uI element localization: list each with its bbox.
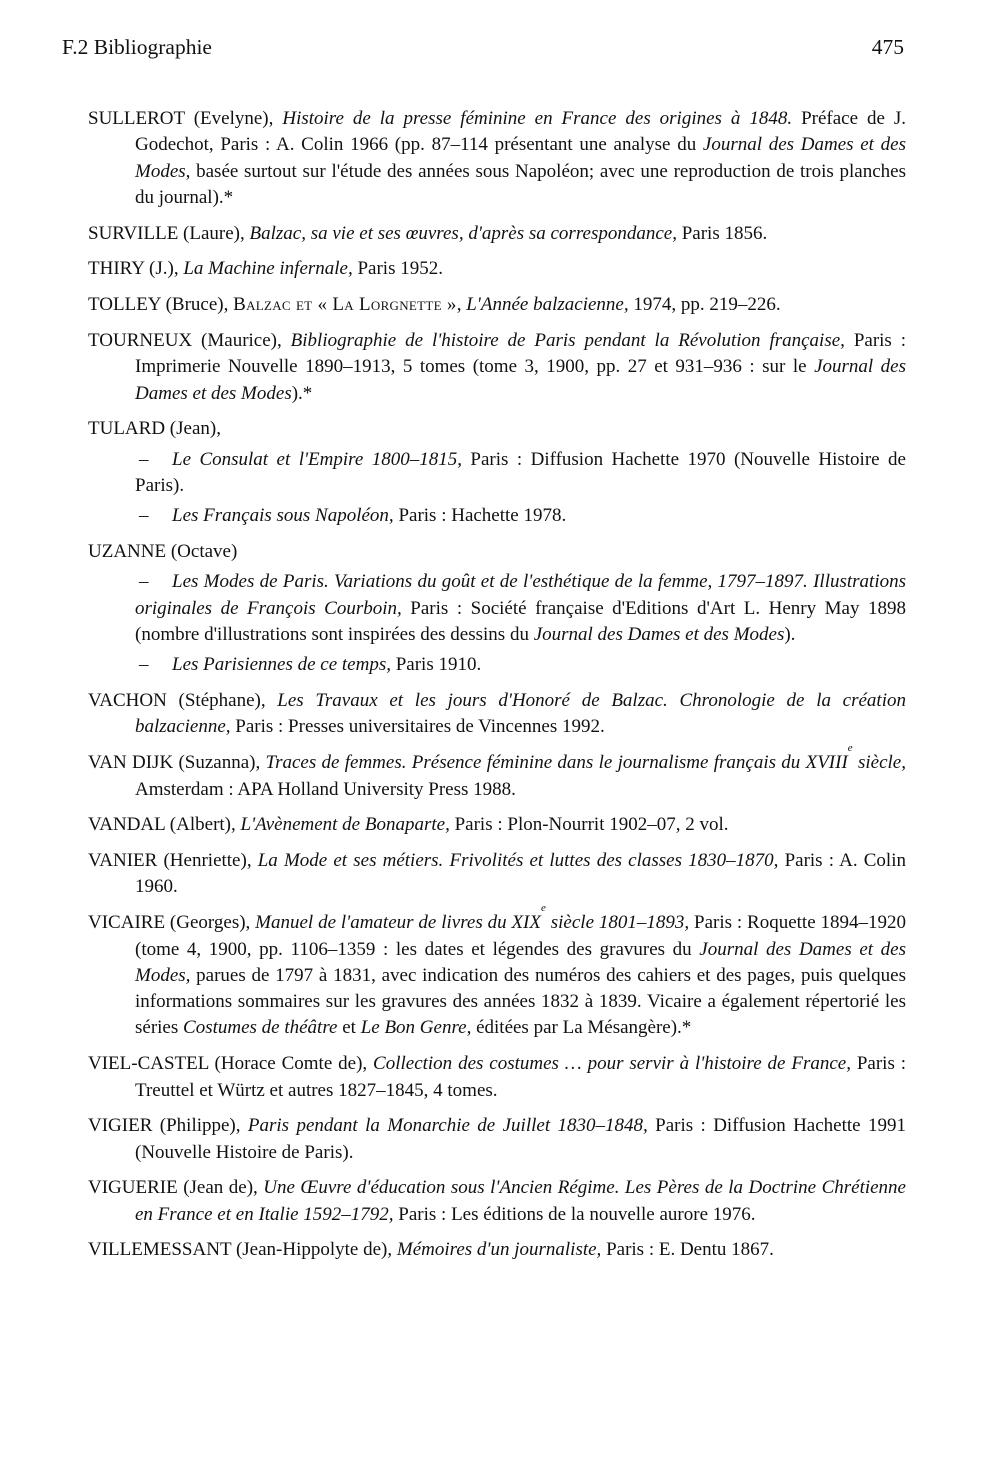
citation-text: , (456, 294, 467, 316)
bibliography-entry (88, 848, 906, 901)
bibliography-list (88, 106, 906, 1273)
bibliography-sub-entry (88, 652, 906, 678)
citation-text: Paris : Treuttel et Würtz et autres 1827–1845, 4 tomes. (135, 1053, 906, 1101)
title-text: Les Travaux et les jours d'Honoré de Balzac. Chronologie de la création balzacienne, (135, 690, 906, 738)
citation-text: Amsterdam : APA Holland University Press 1988. (135, 778, 516, 800)
bibliography-entry (88, 292, 906, 318)
citation-text: ). (784, 624, 796, 646)
bibliography-entry (88, 1237, 906, 1263)
citation-text: Paris : Société française d'Editions d'Art L. Henry May 1898 (nombre d'illustrations sont inspirées des dessins du (135, 597, 906, 646)
citation-text: Paris : Roquette 1894–1920 (tome 4, 1900, pp. 1106–1359 : les dates et légendes des gravures du (135, 912, 906, 960)
title-text: Les Parisiennes de ce temps, (172, 654, 391, 676)
citation-text: SULLEROT (Evelyne), (88, 108, 283, 129)
title-text: L'Avènement de Bonaparte, (240, 814, 450, 836)
citation-text: THIRY (J.), (88, 258, 184, 280)
title-text: Journal des Dames et des Modes, (135, 134, 906, 182)
citation-text: VIGUERIE (Jean de), (88, 1177, 264, 1199)
dash-marker: – (139, 505, 149, 527)
title-text: siècle, (852, 752, 906, 774)
citation-text: VANIER (Henriette), (88, 850, 258, 872)
bibliography-entry (88, 902, 906, 1041)
page-number: 475 (871, 35, 904, 59)
citation-text: TOLLEY (Bruce), (88, 294, 234, 316)
title-text: Paris pendant la Monarchie de Juillet 1830–1848, (247, 1115, 648, 1137)
citation-text: VICAIRE (Georges), (88, 912, 256, 934)
title-text: siècle 1801–1893, (545, 912, 690, 934)
bibliography-entry (88, 1113, 906, 1166)
citation-text: Préface de J. Godechot, Paris : A. Colin 1966 (pp. 87–114 présentant une analyse du (135, 108, 907, 156)
title-text: e (541, 902, 546, 915)
citation-text: VACHON (Stéphane), (88, 690, 278, 712)
title-text: Les Modes de Paris. Variations du goût et de l'esthétique de la femme, 1797–1897. Illustrations originales de François Courboin, (135, 571, 906, 619)
citation-text: Paris : Presses universitaires de Vincennes 1992. (230, 716, 605, 738)
title-text: Balzac, sa vie et ses œuvres, d'après sa correspondance, (249, 222, 677, 244)
title-text: Le Consulat et l'Empire 1800–1815, (172, 448, 462, 470)
bibliography-entry (88, 1175, 906, 1228)
citation-text: VILLEMESSANT (Jean-Hippolyte de), (88, 1239, 397, 1261)
citation-text: VIEL-CASTEL (Horace Comte de), (88, 1053, 374, 1075)
bibliography-entry (88, 539, 906, 565)
bibliography-sub-entry (88, 503, 906, 529)
citation-text: éditées par La Mésangère).* (471, 1017, 692, 1039)
bibliography-entry (88, 328, 906, 407)
title-text: La Mode et ses métiers. Frivolités et luttes des classes 1830–1870, (257, 850, 779, 872)
citation-text: TULARD (Jean), (88, 418, 221, 440)
citation-text: Paris 1952. (352, 258, 443, 280)
citation-text: UZANNE (Octave) (88, 541, 238, 563)
dash-marker: – (139, 654, 149, 676)
citation-text: Paris 1856. (676, 222, 768, 244)
title-text: Les Français sous Napoléon, (172, 505, 394, 527)
bibliography-entry (88, 742, 906, 803)
running-head (62, 32, 904, 62)
citation-text: ).* (291, 382, 313, 404)
title-text: Une Œuvre d'éducation sous l'Ancien Régime. Les Pères de la Doctrine Chrétienne en France et en Italie 1592–1792, (135, 1177, 906, 1225)
title-text: Bibliographie de l'histoire de Paris pendant la Révolution française, (290, 330, 845, 352)
title-text: e (847, 742, 853, 755)
citation-text: VAN DIJK (Suzanna), (88, 752, 266, 774)
citation-text: SURVILLE (Laure), (88, 222, 250, 244)
bibliography-sub-entry (88, 447, 906, 500)
citation-text: Paris : Les éditions de la nouvelle aurore 1976. (393, 1203, 756, 1225)
citation-text: Balzac et « La Lorgnette » (233, 294, 457, 316)
citation-text: Paris : Imprimerie Nouvelle 1890–1913, 5 tomes (tome 3, 1900, pp. 27 et 931–936 : sur le (135, 330, 907, 378)
citation-text: VANDAL (Albert), (88, 814, 241, 836)
title-text: Journal des Dames et des Modes (135, 356, 907, 404)
title-text: Manuel de l'amateur de livres du XIX (255, 912, 541, 934)
title-text: Traces de femmes. Présence féminine dans le journalisme français du XVIII (265, 752, 848, 774)
bibliography-entry (88, 416, 906, 442)
citation-text: Paris : Diffusion Hachette 1991 (Nouvelle Histoire de Paris). (135, 1115, 906, 1163)
title-text: Collection des costumes … pour servir à l'histoire de France, (373, 1053, 851, 1075)
bibliography-entry (88, 106, 906, 211)
bibliography-entry (88, 256, 906, 282)
citation-text: Paris : Plon-Nourrit 1902–07, 2 vol. (449, 814, 729, 836)
citation-text: Paris : E. Dentu 1867. (601, 1239, 774, 1261)
citation-text: Paris 1910. (390, 654, 482, 676)
dash-marker: – (139, 448, 149, 470)
citation-text: TOURNEUX (Maurice), (88, 330, 291, 352)
citation-text: basée surtout sur l'étude des années sous Napoléon; avec une reproduction de trois planches du journal).* (135, 160, 906, 208)
citation-text: VIGIER (Philippe), (88, 1115, 248, 1137)
citation-text: parues de 1797 à 1831, avec indication des numéros des cahiers et des pages, puis quelques informations sommaires sur les gravures des années 1832 à 1839. Vicaire a également répertorié les séries (135, 964, 906, 1039)
title-text: Journal des Dames et des Modes (533, 624, 785, 646)
bibliography-entry (88, 688, 906, 741)
citation-text: 1974, pp. 219–226. (628, 294, 781, 316)
title-text: Mémoires d'un journaliste, (396, 1239, 602, 1261)
citation-text: Paris : A. Colin 1960. (135, 850, 906, 898)
title-text: Le Bon Genre, (360, 1017, 472, 1039)
citation-text: Paris : Diffusion Hachette 1970 (Nouvelle Histoire de Paris). (135, 448, 906, 497)
section-title: F.2 Bibliographie (62, 35, 212, 59)
bibliography-entry (88, 1051, 906, 1104)
title-text: Journal des Dames et des Modes, (135, 938, 906, 986)
title-text: L'Année balzacienne, (466, 294, 629, 316)
citation-text: Paris : Hachette 1978. (393, 505, 567, 527)
bibliography-entry (88, 812, 906, 838)
title-text: Histoire de la presse féminine en France des origines à 1848. (282, 108, 793, 129)
citation-text: et (337, 1017, 361, 1039)
bibliography-sub-entry (88, 569, 906, 648)
title-text: Costumes de théâtre (183, 1017, 338, 1039)
title-text: La Machine infernale, (183, 258, 353, 280)
bibliography-entry (88, 221, 906, 247)
dash-marker: – (139, 571, 149, 593)
